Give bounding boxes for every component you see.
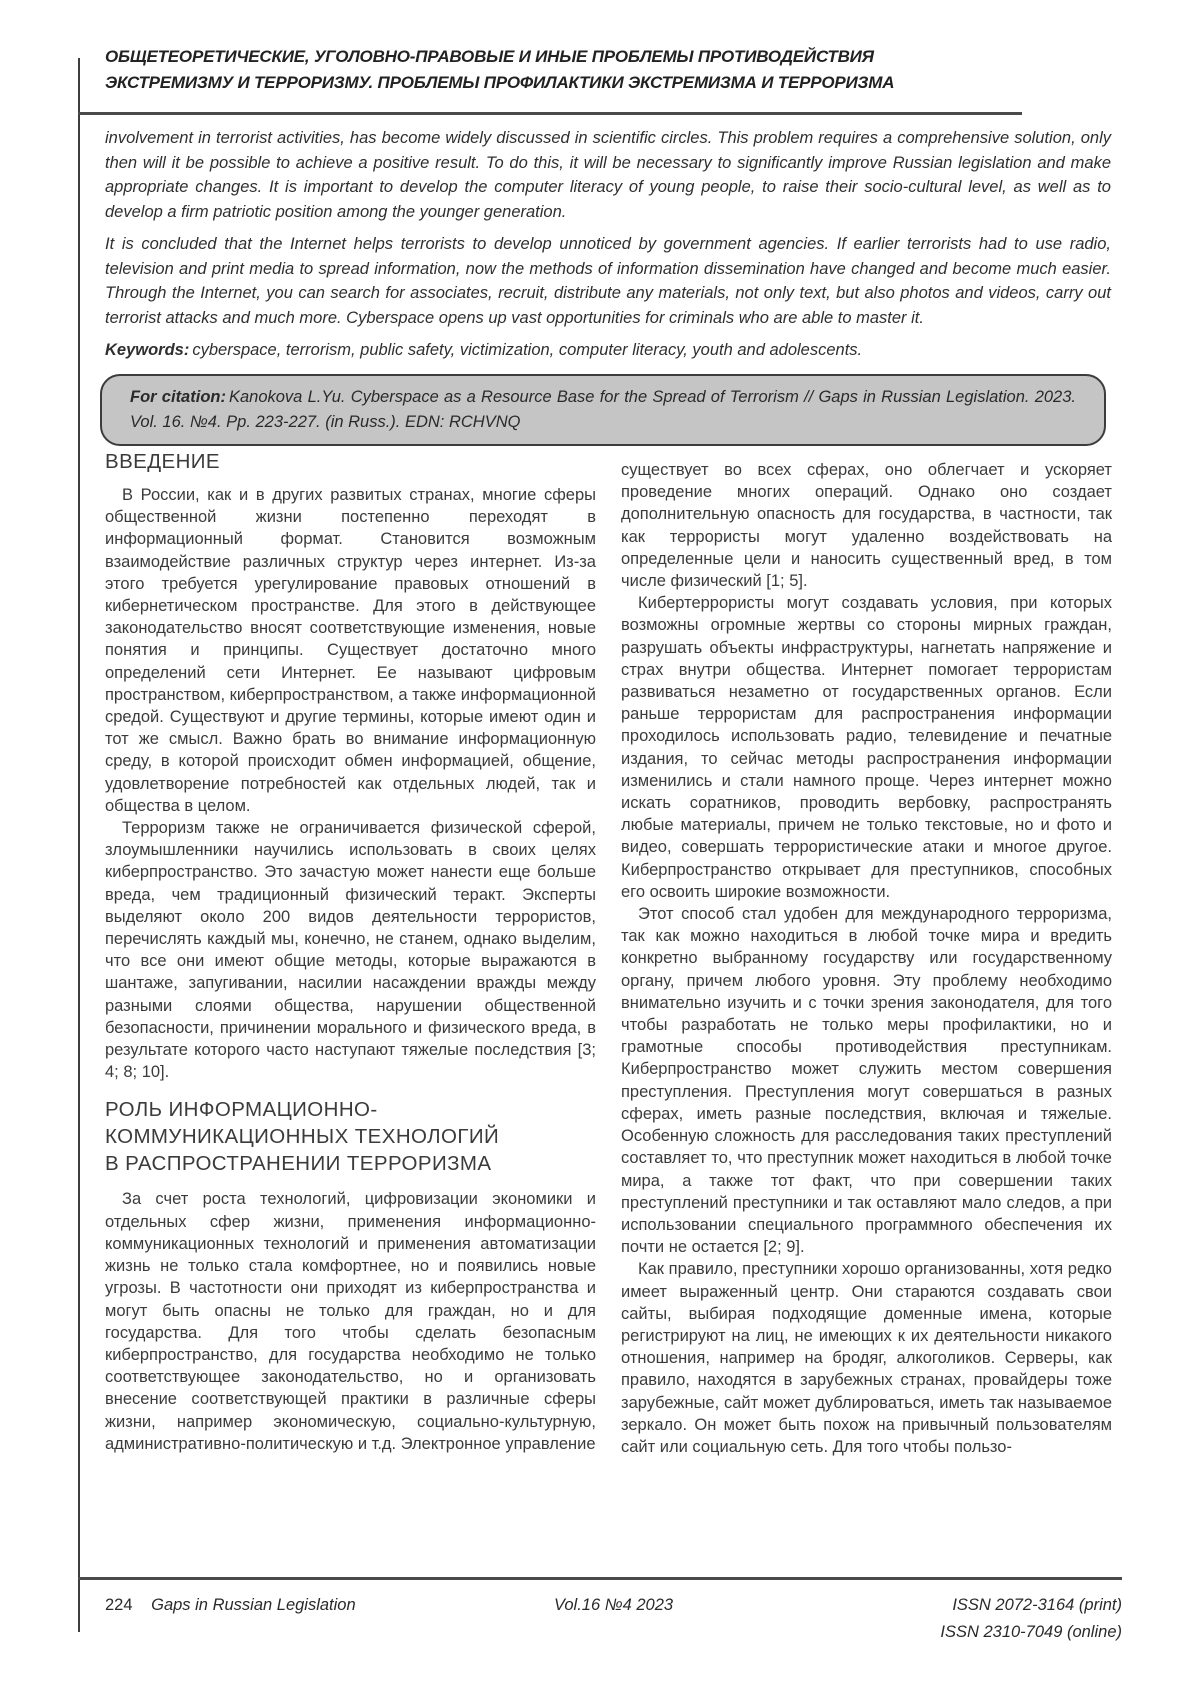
abstract-block	[105, 126, 1111, 363]
role-paragraph-3: Кибертеррористы могут создавать условия, при которых возможны огромные жертвы со стороны мирных граждан, разрушать объекты инфраструктуры, нагнетать напряжение и страх внутри общества. Интернет помогает террористам развиваться незаметно от государственных органов. Если раньше террористам для распространения информации проходилось использовать радио, телевидение и печатные издания, то сейчас методы распространения информации изменились и стали намного проще. Через интернет можно искать соратников, проводить вербовку, распространять любые материалы, причем не только текстовые, но и фото и видео, совершать террористические атаки и многое другое. Киберпространство открывает для преступников, способных его освоить широкие возможности.	[621, 594, 1112, 901]
left-column	[105, 448, 596, 1458]
page-footer	[105, 1592, 1122, 1646]
abstract-paragraph-1: involvement in terrorist activities, has become widely discussed in scientific circles. This problem requires a comprehensive solution, only then will it be possible to achieve a positive result. To do this, it will be necessary to significantly improve Russian legislation and make appropriate changes. It is important to develop the computer literacy of young people, to raise their socio-cultural level, as well as to develop a firm patriotic position among the younger generation.	[105, 129, 1111, 221]
introduction-paragraph-2: Терроризм также не ограничивается физической сферой, злоумышленники научились использовать в своих целях киберпространство. Это зачастую может нанести еще больше вреда, чем традиционный физический теракт. Эксперты выделяют около 200 видов деятельности террористов, перечислять каждый мы, конечно, не станем, однако выделим, что все они имеют общие методы, которые выражаются в шантаже, запугивании, насилии насаждении вражды между разными слоями общества, нарушении общественной безопасности, причинении морального и физического вреда, в результате которого часто наступают тяжелые последствия [3; 4; 8; 10].	[105, 819, 596, 1082]
issn-online: ISSN 2310-7049 (online)	[940, 1623, 1122, 1641]
journal-name: Gaps in Russian Legislation	[151, 1596, 356, 1614]
article-body	[105, 448, 1112, 1458]
introduction-paragraph-1: В России, как и в других развитых странах, многие сферы общественной жизни постепенно переходят в информационный формат. Становится возможным взаимодействие различных структур через интернет. Из-за этого требуется урегулирование правовых отношений в кибернетическом пространстве. Для этого в действующее законодательство вносят соответствующие изменения, новые понятия и принципы. Существует достаточно много определений сети Интернет. Ее называют цифровым пространством, киберпространством, а также информационной средой. Существуют и другие термины, которые имеют один и тот же смысл. Важно брать во внимание информационную среду, в которой происходит обмен информацией, общение, удовлетворение потребностей как отдельных людей, так и общества в целом.	[105, 486, 596, 815]
section-heading-introduction: ВВЕДЕНИЕ	[105, 450, 220, 473]
page-number: 224	[105, 1596, 133, 1614]
section-heading-role-of-ict	[105, 1096, 596, 1177]
running-head	[105, 44, 1110, 96]
citation-label: For citation:	[130, 388, 226, 406]
issn-block	[783, 1592, 1122, 1646]
running-head-line2: ЭКСТРЕМИЗМУ И ТЕРРОРИЗМУ. ПРОБЛЕМЫ ПРОФИЛАКТИКИ ЭКСТРЕМИЗМА И ТЕРРОРИЗМА	[105, 73, 895, 92]
keywords-line	[105, 338, 1111, 363]
volume-issue-year: Vol.16 №4 2023	[553, 1596, 674, 1614]
running-head-line1: ОБЩЕТЕОРЕТИЧЕСКИЕ, УГОЛОВНО-ПРАВОВЫЕ И ИНЫЕ ПРОБЛЕМЫ ПРОТИВОДЕЙСТВИЯ	[105, 47, 874, 66]
left-margin-rule	[78, 58, 80, 1632]
issn-print: ISSN 2072-3164 (print)	[952, 1596, 1122, 1614]
role-heading-line2: КОММУНИКАЦИОННЫХ ТЕХНОЛОГИЙ	[105, 1125, 500, 1149]
role-paragraph-5: Как правило, преступники хорошо организованны, хотя редко имеет выраженный центр. Они стараются создавать свои сайты, выбирая подходящие доменные имена, которые регистрируют на лиц, не имеющих к их деятельности никакого отношения, например на бродяг, алкоголиков. Серверы, как правило, находятся в зарубежных странах, провайдеры тоже зарубежные, сайт может дублироваться, иметь так называемое зеркало. Он может быть похож на привычный пользователям сайт или социальную сеть. Для того чтобы пользо-	[621, 1260, 1112, 1456]
role-heading-line3: В РАСПРОСТРАНЕНИИ ТЕРРОРИЗМА	[105, 1152, 492, 1176]
citation-box	[100, 374, 1106, 446]
right-column	[621, 448, 1112, 1458]
keywords-text: cyberspace, terrorism, public safety, victimization, computer literacy, youth and adolescents.	[192, 341, 863, 359]
footer-rule	[78, 1577, 1122, 1580]
keywords-label: Keywords:	[105, 341, 190, 359]
role-paragraph-4: Этот способ стал удобен для международного терроризма, так как можно находиться в любой точке мира и вредить конкретно выбранному государству или государственному органу, причем любого уровня. Эту проблему необходимо внимательно изучить и с точки зрения законодателя, для того чтобы разработать не только меры профилактики, но и грамотные способы противодействия преступникам. Киберпространство может служить местом совершения преступления. Преступления могут совершаться в разных сферах, иметь разные последствия, включая и тяжелые. Особенную сложность для расследования таких преступлений составляет то, что преступник может находиться в любой точке мира, а также тот факт, что при совершении таких преступлений преступники и так оставляют мало следов, а при использовании специального программного обеспечения их почти не остается [2; 9].	[621, 905, 1112, 1257]
footer-left	[105, 1592, 444, 1619]
role-heading-line1: РОЛЬ ИНФОРМАЦИОННО-	[105, 1098, 378, 1122]
role-paragraph-1: За счет роста технологий, цифровизации экономики и отдельных сфер жизни, применения информационно-коммуникационных технологий и применения автоматизации жизнь не только стала комфортнее, но и появились новые угрозы. В частотности они приходят из киберпространства и могут быть опасны не только для граждан, но и для государства. Для того чтобы сделать безопасным киберпространство, для государства необходимо не только соответствующее законодательство, но и организовать внесение соответствующей практики в различные сферы жизни, например экономическую, социально-культурную, административно-политическую и т.д. Электронное управление	[105, 1190, 596, 1453]
citation-text: Kanokova L.Yu. Cyberspace as a Resource Base for the Spread of Terrorism // Gaps in Russian Legislation. 2023. Vol. 16. №4. Pp. 223-227. (in Russ.). EDN: RCHVNQ	[130, 388, 1076, 431]
abstract-paragraph-2: It is concluded that the Internet helps terrorists to develop unnoticed by government agencies. If earlier terrorists had to use radio, television and print media to spread information, now the methods of information dissemination have changed and become much easier. Through the Internet, you can search for associates, recruit, distribute any materials, not only text, but also photos and videos, carry out terrorist attacks and much more. Cyberspace opens up vast opportunities for criminals who are able to master it.	[105, 235, 1111, 327]
header-rule	[78, 112, 1022, 115]
role-paragraph-2: существует во всех сферах, оно облегчает и ускоряет проведение многих операций. Однако оно создает дополнительную опасность для государства, в частности, так как террористы могут удаленно воздействовать на определенные цели и наносить существенный вред, в том числе физический [1; 5].	[621, 461, 1112, 591]
